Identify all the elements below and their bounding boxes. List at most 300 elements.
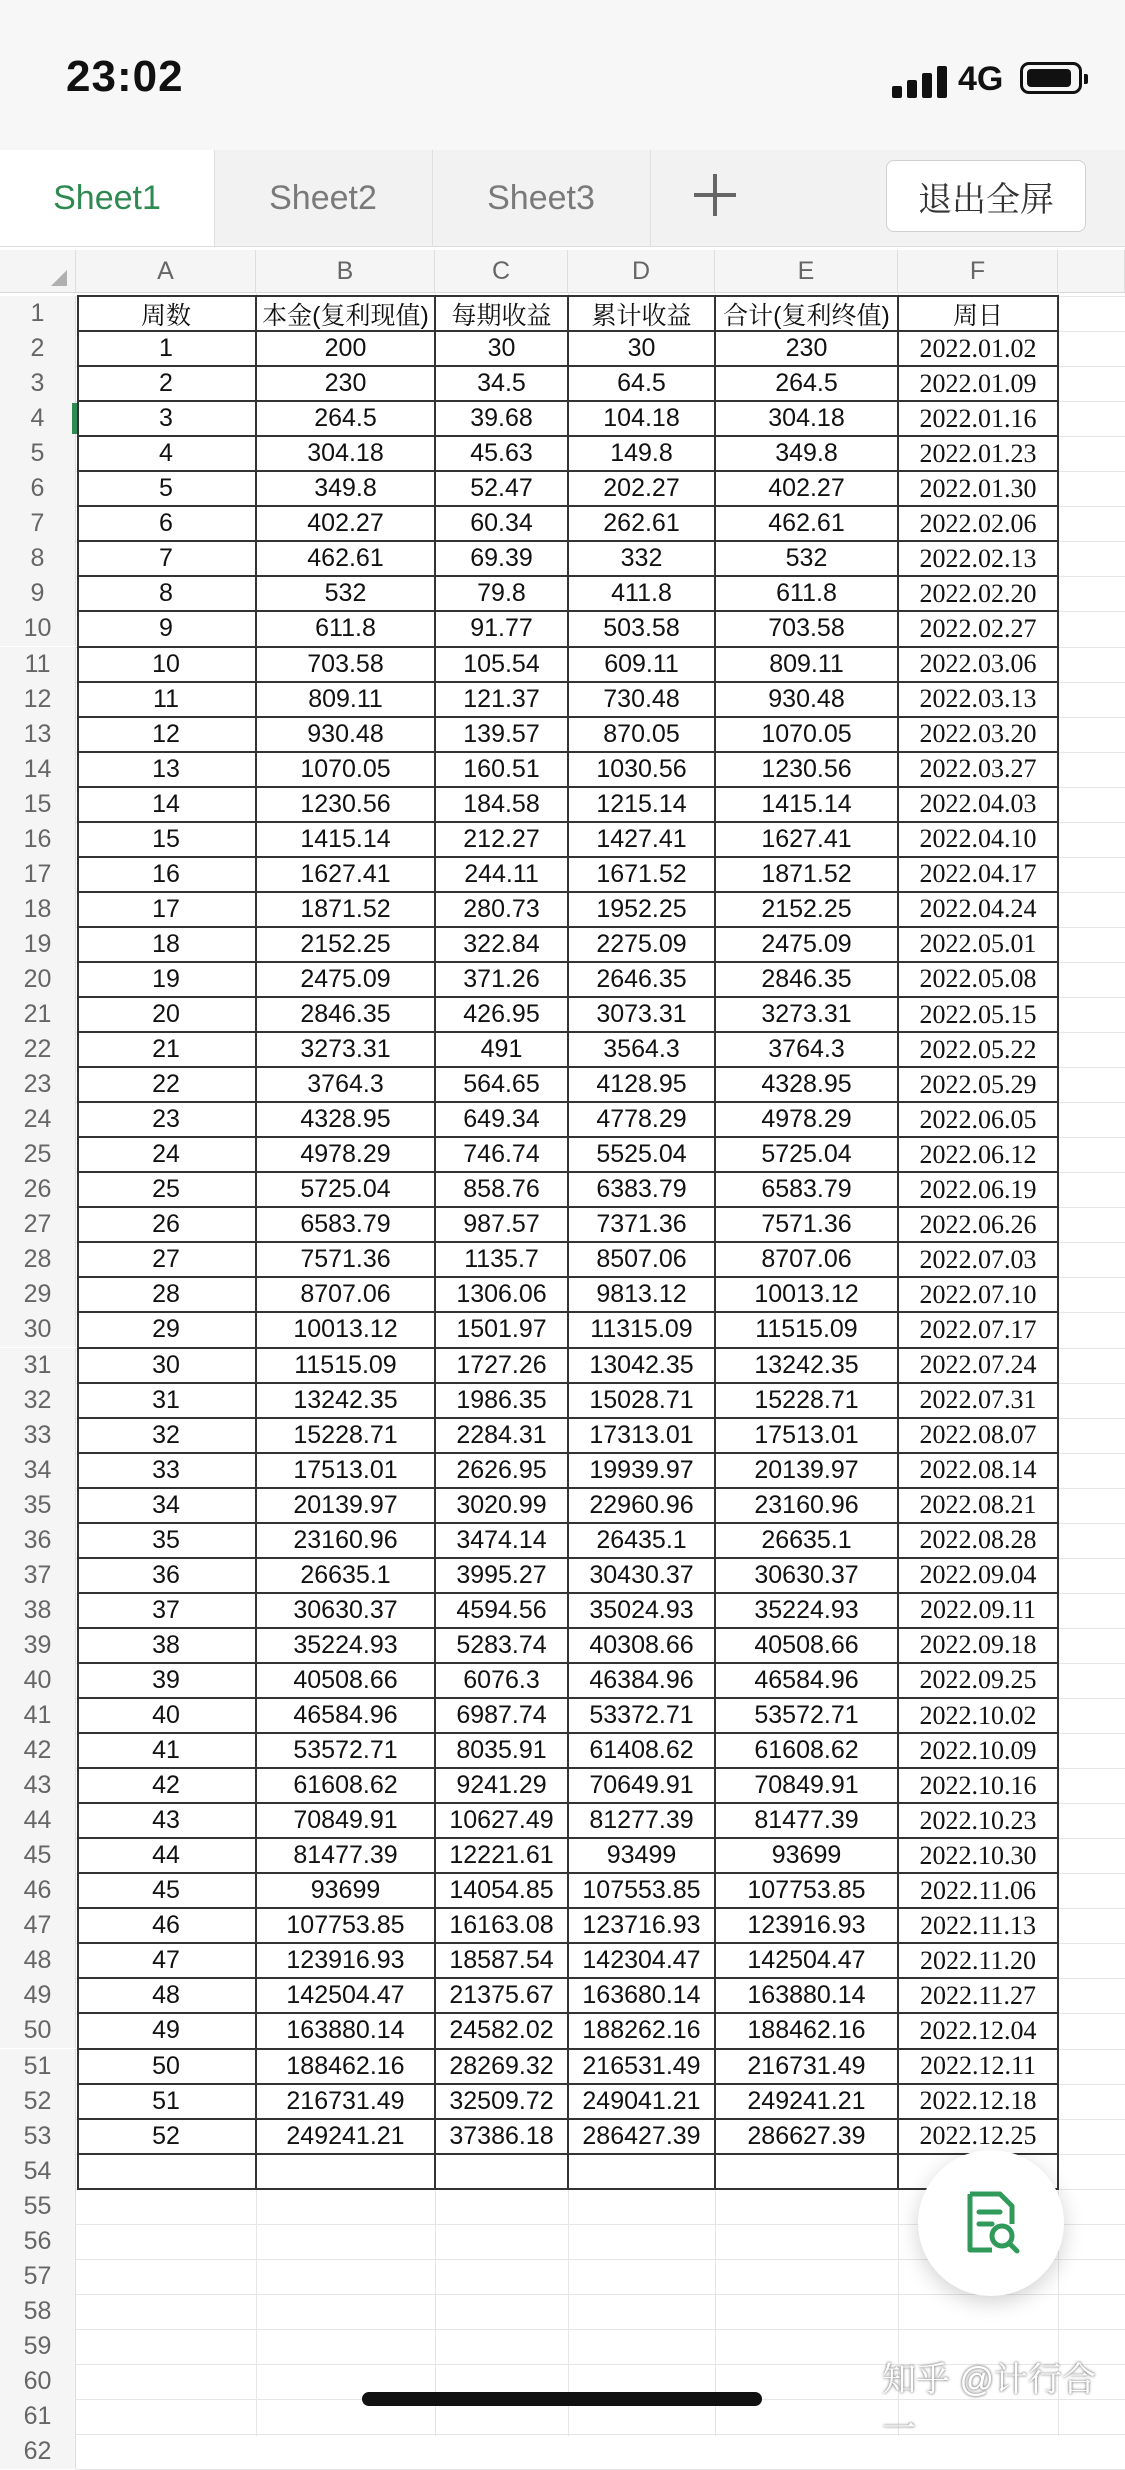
table-cell[interactable]: 322.84 xyxy=(463,929,540,958)
table-cell[interactable]: 8035.91 xyxy=(456,1736,547,1765)
row-header[interactable]: 23 xyxy=(0,1067,76,1102)
table-cell[interactable]: 15 xyxy=(152,824,180,853)
table-cell[interactable]: 2022.08.28 xyxy=(919,1525,1037,1555)
row-header[interactable]: 11 xyxy=(0,647,76,682)
row-header[interactable]: 56 xyxy=(0,2224,76,2259)
table-cell[interactable]: 9241.29 xyxy=(456,1771,547,1800)
table-cell[interactable]: 703.58 xyxy=(307,649,384,678)
table-cell[interactable]: 30 xyxy=(627,334,656,363)
table-cell[interactable]: 19 xyxy=(152,964,180,993)
row-header[interactable]: 16 xyxy=(0,822,76,857)
table-cell[interactable]: 532 xyxy=(785,544,828,573)
table-cell[interactable]: 2022.01.02 xyxy=(919,333,1037,363)
table-cell[interactable]: 70649.91 xyxy=(589,1771,694,1800)
table-cell[interactable]: 51 xyxy=(152,2086,180,2115)
table-cell[interactable]: 19939.97 xyxy=(589,1455,694,1484)
column-header[interactable] xyxy=(1058,250,1125,292)
row-header[interactable]: 25 xyxy=(0,1137,76,1172)
table-cell[interactable]: 27 xyxy=(152,1245,180,1274)
table-cell[interactable]: 30630.37 xyxy=(293,1595,398,1624)
table-cell[interactable]: 3474.14 xyxy=(456,1525,547,1554)
table-cell[interactable]: 532 xyxy=(324,579,367,608)
table-cell[interactable]: 2022.11.27 xyxy=(919,1980,1037,2010)
table-cell[interactable]: 2022.09.18 xyxy=(919,1630,1037,1660)
column-title[interactable]: 本金(复利现值) xyxy=(262,301,429,330)
table-cell[interactable]: 30430.37 xyxy=(589,1560,694,1589)
table-cell[interactable]: 2022.07.03 xyxy=(919,1244,1037,1274)
table-cell[interactable]: 30630.37 xyxy=(754,1560,859,1589)
table-cell[interactable]: 280.73 xyxy=(463,894,540,923)
row-header[interactable]: 19 xyxy=(0,927,76,962)
table-cell[interactable]: 31 xyxy=(152,1385,180,1414)
table-cell[interactable]: 2022.08.14 xyxy=(919,1455,1037,1485)
table-cell[interactable]: 1135.7 xyxy=(464,1245,539,1274)
table-cell[interactable] xyxy=(715,2154,898,2189)
table-cell[interactable]: 1030.56 xyxy=(596,754,687,783)
table-cell[interactable]: 123916.93 xyxy=(286,1946,405,1975)
table-cell[interactable]: 1230.56 xyxy=(761,754,852,783)
table-cell[interactable]: 216731.49 xyxy=(747,2051,866,2080)
table-cell[interactable]: 2022.08.21 xyxy=(919,1490,1037,1520)
table-cell[interactable]: 37386.18 xyxy=(449,2121,554,2150)
table-cell[interactable]: 349.8 xyxy=(775,439,838,468)
table-cell[interactable]: 121.37 xyxy=(463,684,540,713)
row-header[interactable]: 4 xyxy=(0,401,76,436)
tab-sheet2[interactable]: Sheet2 xyxy=(214,150,433,246)
table-cell[interactable]: 491 xyxy=(480,1035,523,1064)
table-cell[interactable]: 22 xyxy=(152,1070,180,1099)
table-cell[interactable]: 13 xyxy=(152,754,180,783)
table-cell[interactable]: 17313.01 xyxy=(589,1420,694,1449)
table-cell[interactable]: 6383.79 xyxy=(596,1175,687,1204)
row-header[interactable]: 37 xyxy=(0,1558,76,1593)
table-cell[interactable]: 107753.85 xyxy=(286,1911,405,1940)
table-cell[interactable]: 6076.3 xyxy=(463,1665,540,1694)
table-cell[interactable]: 809.11 xyxy=(308,684,383,713)
table-cell[interactable]: 50 xyxy=(152,2051,180,2080)
table-cell[interactable]: 48 xyxy=(152,1981,180,2010)
table-cell[interactable]: 1986.35 xyxy=(456,1385,547,1414)
table-cell[interactable]: 2022.06.12 xyxy=(919,1139,1037,1169)
row-header[interactable]: 26 xyxy=(0,1172,76,1207)
table-cell[interactable]: 2022.04.17 xyxy=(919,859,1037,889)
table-cell[interactable]: 47 xyxy=(152,1946,180,1975)
row-header[interactable]: 33 xyxy=(0,1418,76,1453)
column-header[interactable]: E xyxy=(715,250,898,292)
table-cell[interactable]: 104.18 xyxy=(603,404,680,433)
table-cell[interactable]: 1230.56 xyxy=(300,789,391,818)
table-cell[interactable]: 8707.06 xyxy=(300,1280,391,1309)
table-cell[interactable]: 29 xyxy=(152,1315,180,1344)
table-cell[interactable]: 26635.1 xyxy=(761,1525,852,1554)
table-cell[interactable]: 10013.12 xyxy=(293,1315,398,1344)
table-cell[interactable]: 16 xyxy=(152,859,180,888)
table-cell[interactable]: 2022.05.01 xyxy=(919,929,1037,959)
table-cell[interactable]: 1627.41 xyxy=(761,824,852,853)
table-cell[interactable]: 2022.05.22 xyxy=(919,1034,1037,1064)
table-cell[interactable]: 142504.47 xyxy=(747,1946,866,1975)
table-cell[interactable]: 2022.03.06 xyxy=(919,649,1037,679)
table-cell[interactable]: 1306.06 xyxy=(456,1280,547,1309)
table-cell[interactable]: 5525.04 xyxy=(596,1140,687,1169)
table-cell[interactable]: 21375.67 xyxy=(449,1981,554,2010)
table-cell[interactable]: 746.74 xyxy=(463,1140,540,1169)
row-header[interactable]: 5 xyxy=(0,436,76,471)
table-cell[interactable]: 70849.91 xyxy=(754,1771,859,1800)
table-cell[interactable]: 188262.16 xyxy=(582,2016,701,2045)
table-cell[interactable]: 40508.66 xyxy=(293,1665,398,1694)
table-cell[interactable]: 426.95 xyxy=(463,1000,540,1029)
table-cell[interactable]: 611.8 xyxy=(776,579,837,608)
table-cell[interactable]: 402.27 xyxy=(768,474,845,503)
table-cell[interactable]: 3073.31 xyxy=(596,1000,687,1029)
table-cell[interactable]: 20139.97 xyxy=(293,1490,398,1519)
table-cell[interactable]: 18 xyxy=(152,929,180,958)
table-cell[interactable]: 160.51 xyxy=(463,754,540,783)
row-header[interactable]: 22 xyxy=(0,1032,76,1067)
row-header[interactable]: 47 xyxy=(0,1908,76,1943)
table-cell[interactable]: 45 xyxy=(152,1876,180,1905)
table-cell[interactable]: 5725.04 xyxy=(761,1140,852,1169)
table-cell[interactable]: 2022.10.16 xyxy=(919,1770,1037,1800)
table-cell[interactable]: 13242.35 xyxy=(754,1350,859,1379)
row-header[interactable]: 50 xyxy=(0,2013,76,2048)
row-header[interactable]: 58 xyxy=(0,2294,76,2329)
table-cell[interactable] xyxy=(568,2154,715,2189)
table-cell[interactable]: 2022.12.18 xyxy=(919,2086,1037,2116)
table-cell[interactable]: 244.11 xyxy=(464,859,539,888)
table-cell[interactable]: 46 xyxy=(152,1911,180,1940)
column-header[interactable]: C xyxy=(435,250,568,292)
table-cell[interactable]: 53372.71 xyxy=(589,1701,694,1730)
table-cell[interactable]: 264.5 xyxy=(775,369,838,398)
table-cell[interactable]: 2022.04.10 xyxy=(919,824,1037,854)
row-header[interactable]: 44 xyxy=(0,1803,76,1838)
table-cell[interactable]: 142304.47 xyxy=(582,1946,701,1975)
table-cell[interactable]: 8507.06 xyxy=(596,1245,687,1274)
column-header[interactable]: B xyxy=(256,250,435,292)
table-cell[interactable]: 13242.35 xyxy=(293,1385,398,1414)
table-cell[interactable]: 163680.14 xyxy=(582,1981,701,2010)
table-cell[interactable]: 4594.56 xyxy=(456,1595,547,1624)
table-cell[interactable]: 2846.35 xyxy=(761,964,852,993)
table-cell[interactable]: 46584.96 xyxy=(293,1701,398,1730)
table-cell[interactable]: 3764.3 xyxy=(768,1035,845,1064)
table-cell[interactable]: 7571.36 xyxy=(761,1210,852,1239)
table-cell[interactable]: 17513.01 xyxy=(754,1420,859,1449)
table-cell[interactable]: 8707.06 xyxy=(761,1245,852,1274)
table-cell[interactable]: 36 xyxy=(152,1560,180,1589)
table-cell[interactable]: 202.27 xyxy=(603,474,680,503)
table-cell[interactable]: 12221.61 xyxy=(449,1841,554,1870)
table-cell[interactable]: 163880.14 xyxy=(747,1981,866,2010)
table-cell[interactable]: 2022.08.07 xyxy=(919,1420,1037,1450)
table-cell[interactable]: 24582.02 xyxy=(449,2016,554,2045)
row-header[interactable]: 12 xyxy=(0,682,76,717)
add-sheet-icon[interactable] xyxy=(690,170,740,220)
row-header[interactable]: 57 xyxy=(0,2259,76,2294)
table-cell[interactable]: 40 xyxy=(152,1701,180,1730)
table-cell[interactable]: 5283.74 xyxy=(456,1630,547,1659)
table-cell[interactable]: 11 xyxy=(153,684,179,713)
table-cell[interactable]: 1070.05 xyxy=(761,719,852,748)
table-cell[interactable]: 28 xyxy=(152,1280,180,1309)
table-cell[interactable]: 9813.12 xyxy=(596,1280,687,1309)
table-cell[interactable]: 37 xyxy=(152,1595,180,1624)
row-header[interactable]: 24 xyxy=(0,1102,76,1137)
row-header[interactable]: 41 xyxy=(0,1698,76,1733)
table-cell[interactable]: 23160.96 xyxy=(293,1525,398,1554)
table-cell[interactable]: 5 xyxy=(159,474,173,503)
table-cell[interactable]: 4328.95 xyxy=(761,1070,852,1099)
select-all-corner[interactable] xyxy=(0,250,76,292)
table-cell[interactable]: 2022.03.27 xyxy=(919,754,1037,784)
table-cell[interactable]: 930.48 xyxy=(768,684,845,713)
table-cell[interactable]: 7571.36 xyxy=(300,1245,391,1274)
table-cell[interactable]: 3273.31 xyxy=(300,1035,391,1064)
table-cell[interactable]: 93699 xyxy=(310,1876,381,1905)
table-cell[interactable]: 46384.96 xyxy=(589,1665,694,1694)
table-cell[interactable]: 91.77 xyxy=(470,614,533,643)
table-cell[interactable]: 2475.09 xyxy=(761,929,852,958)
table-cell[interactable]: 2022.10.09 xyxy=(919,1735,1037,1765)
table-cell[interactable]: 730.48 xyxy=(603,684,680,713)
table-cell[interactable]: 35024.93 xyxy=(589,1595,694,1624)
table-cell[interactable]: 42 xyxy=(152,1771,180,1800)
row-header[interactable]: 62 xyxy=(0,2434,76,2469)
row-header[interactable]: 46 xyxy=(0,1873,76,1908)
table-cell[interactable]: 649.34 xyxy=(463,1105,540,1134)
table-cell[interactable]: 43 xyxy=(152,1806,180,1835)
table-cell[interactable]: 7 xyxy=(159,544,173,573)
table-cell[interactable]: 4978.29 xyxy=(761,1105,852,1134)
table-cell[interactable]: 3564.3 xyxy=(603,1035,680,1064)
row-header[interactable]: 2 xyxy=(0,331,76,366)
table-cell[interactable]: 1070.05 xyxy=(300,754,391,783)
table-cell[interactable]: 44 xyxy=(152,1841,180,1870)
row-header[interactable]: 49 xyxy=(0,1978,76,2013)
table-cell[interactable] xyxy=(435,2154,568,2189)
table-cell[interactable]: 79.8 xyxy=(477,579,526,608)
table-cell[interactable]: 7371.36 xyxy=(596,1210,687,1239)
table-cell[interactable]: 28269.32 xyxy=(449,2051,554,2080)
table-cell[interactable]: 462.61 xyxy=(768,509,845,538)
table-cell[interactable]: 2022.10.02 xyxy=(919,1700,1037,1730)
table-cell[interactable]: 123716.93 xyxy=(582,1911,701,1940)
table-cell[interactable]: 1 xyxy=(159,334,173,363)
document-search-button[interactable] xyxy=(918,2150,1064,2296)
table-cell[interactable]: 60.34 xyxy=(470,509,533,538)
column-title[interactable]: 周数 xyxy=(140,301,191,330)
table-cell[interactable]: 2022.10.30 xyxy=(919,1840,1037,1870)
row-header[interactable]: 34 xyxy=(0,1453,76,1488)
table-cell[interactable]: 402.27 xyxy=(307,509,384,538)
table-cell[interactable]: 1727.26 xyxy=(456,1350,547,1379)
table-cell[interactable]: 1671.52 xyxy=(596,859,687,888)
table-cell[interactable]: 216731.49 xyxy=(286,2086,405,2115)
table-cell[interactable]: 22960.96 xyxy=(589,1490,694,1519)
table-cell[interactable]: 93699 xyxy=(771,1841,842,1870)
table-cell[interactable]: 2022.02.20 xyxy=(919,578,1037,608)
table-cell[interactable]: 40308.66 xyxy=(589,1630,694,1659)
table-cell[interactable]: 15228.71 xyxy=(293,1420,398,1449)
table-cell[interactable]: 4778.29 xyxy=(596,1105,687,1134)
row-header[interactable]: 60 xyxy=(0,2364,76,2399)
table-cell[interactable]: 2846.35 xyxy=(300,1000,391,1029)
table-cell[interactable]: 200 xyxy=(324,334,367,363)
row-header[interactable]: 29 xyxy=(0,1277,76,1312)
table-cell[interactable]: 3 xyxy=(159,404,173,433)
table-cell[interactable]: 2646.35 xyxy=(596,964,687,993)
table-cell[interactable]: 149.8 xyxy=(610,439,673,468)
table-cell[interactable]: 13042.35 xyxy=(589,1350,694,1379)
column-title[interactable]: 周日 xyxy=(952,301,1003,330)
table-cell[interactable]: 32 xyxy=(152,1420,180,1449)
table-cell[interactable]: 286427.39 xyxy=(582,2121,701,2150)
row-header[interactable]: 45 xyxy=(0,1838,76,1873)
table-cell[interactable]: 2022.06.26 xyxy=(919,1209,1037,1239)
table-cell[interactable]: 34 xyxy=(152,1490,180,1519)
table-cell[interactable]: 503.58 xyxy=(603,614,680,643)
table-cell[interactable]: 809.11 xyxy=(769,649,844,678)
table-cell[interactable]: 18587.54 xyxy=(449,1946,554,1975)
row-header[interactable]: 7 xyxy=(0,506,76,541)
table-cell[interactable]: 8 xyxy=(159,579,173,608)
table-cell[interactable]: 26635.1 xyxy=(300,1560,391,1589)
table-cell[interactable]: 163880.14 xyxy=(286,2016,405,2045)
table-cell[interactable]: 10013.12 xyxy=(754,1280,859,1309)
table-cell[interactable]: 14 xyxy=(152,789,180,818)
table-cell[interactable]: 53572.71 xyxy=(754,1701,859,1730)
table-cell[interactable]: 2022.11.06 xyxy=(919,1875,1037,1905)
table-cell[interactable]: 12 xyxy=(152,719,180,748)
table-cell[interactable]: 2022.12.25 xyxy=(919,2121,1037,2151)
table-cell[interactable]: 611.8 xyxy=(315,614,376,643)
table-cell[interactable]: 70849.91 xyxy=(293,1806,398,1835)
table-cell[interactable]: 23160.96 xyxy=(754,1490,859,1519)
table-cell[interactable]: 64.5 xyxy=(617,369,666,398)
table-cell[interactable]: 286627.39 xyxy=(747,2121,866,2150)
table-cell[interactable]: 93499 xyxy=(606,1841,677,1870)
table-cell[interactable]: 1501.97 xyxy=(456,1315,547,1344)
table-cell[interactable]: 2626.95 xyxy=(456,1455,547,1484)
table-cell[interactable]: 11515.09 xyxy=(294,1350,397,1379)
table-cell[interactable]: 26435.1 xyxy=(596,1525,687,1554)
table-cell[interactable]: 61408.62 xyxy=(589,1736,694,1765)
table-cell[interactable]: 2475.09 xyxy=(300,964,391,993)
row-header[interactable]: 53 xyxy=(0,2119,76,2154)
table-cell[interactable]: 45.63 xyxy=(470,439,533,468)
table-cell[interactable]: 61608.62 xyxy=(754,1736,859,1765)
table-cell[interactable]: 2022.07.17 xyxy=(919,1314,1037,1344)
table-cell[interactable]: 2022.07.24 xyxy=(919,1350,1037,1380)
table-cell[interactable]: 14054.85 xyxy=(449,1876,554,1905)
table-cell[interactable]: 6583.79 xyxy=(761,1175,852,1204)
table-cell[interactable]: 2022.01.23 xyxy=(919,438,1037,468)
table-cell[interactable]: 2022.06.19 xyxy=(919,1174,1037,1204)
row-header[interactable]: 38 xyxy=(0,1593,76,1628)
table-cell[interactable]: 264.5 xyxy=(314,404,377,433)
row-header[interactable]: 36 xyxy=(0,1523,76,1558)
table-cell[interactable]: 21 xyxy=(152,1035,180,1064)
table-cell[interactable]: 34.5 xyxy=(477,369,526,398)
table-cell[interactable]: 142504.47 xyxy=(286,1981,405,2010)
table-cell[interactable]: 23 xyxy=(152,1105,180,1134)
row-header[interactable]: 48 xyxy=(0,1943,76,1978)
table-cell[interactable]: 69.39 xyxy=(470,544,533,573)
table-cell[interactable]: 230 xyxy=(785,334,828,363)
table-cell[interactable]: 4 xyxy=(159,439,173,468)
table-cell[interactable]: 2152.25 xyxy=(761,894,852,923)
table-cell[interactable]: 3764.3 xyxy=(307,1070,384,1099)
table-cell[interactable]: 349.8 xyxy=(314,474,377,503)
table-cell[interactable]: 2022.01.09 xyxy=(919,368,1037,398)
table-cell[interactable]: 39 xyxy=(152,1665,180,1694)
table-cell[interactable]: 3995.27 xyxy=(456,1560,547,1589)
table-cell[interactable]: 609.11 xyxy=(604,649,679,678)
table-cell[interactable]: 1871.52 xyxy=(761,859,852,888)
row-header[interactable]: 8 xyxy=(0,541,76,576)
table-cell[interactable]: 81277.39 xyxy=(589,1806,694,1835)
table-cell[interactable]: 17513.01 xyxy=(293,1455,398,1484)
table-cell[interactable]: 262.61 xyxy=(603,509,680,538)
table-cell[interactable]: 52.47 xyxy=(470,474,533,503)
table-cell[interactable]: 53572.71 xyxy=(293,1736,398,1765)
table-cell[interactable]: 11515.09 xyxy=(755,1315,858,1344)
table-cell[interactable]: 46584.96 xyxy=(754,1665,859,1694)
table-cell[interactable]: 2022.06.05 xyxy=(919,1104,1037,1134)
table-cell[interactable]: 25 xyxy=(152,1175,180,1204)
table-cell[interactable]: 188462.16 xyxy=(747,2016,866,2045)
table-cell[interactable]: 304.18 xyxy=(307,439,384,468)
table-cell[interactable]: 2022.09.11 xyxy=(919,1595,1037,1625)
row-header[interactable]: 28 xyxy=(0,1242,76,1277)
table-cell[interactable]: 2284.31 xyxy=(456,1420,547,1449)
row-header[interactable]: 55 xyxy=(0,2189,76,2224)
column-title[interactable]: 累计收益 xyxy=(591,301,692,330)
table-cell[interactable]: 249241.21 xyxy=(747,2086,866,2115)
table-cell[interactable]: 81477.39 xyxy=(754,1806,859,1835)
table-cell[interactable]: 11315.09 xyxy=(590,1315,693,1344)
row-header[interactable]: 54 xyxy=(0,2154,76,2189)
table-cell[interactable]: 2022.11.20 xyxy=(919,1945,1037,1975)
table-cell[interactable] xyxy=(256,2154,435,2189)
table-cell[interactable]: 249241.21 xyxy=(286,2121,405,2150)
table-cell[interactable]: 332 xyxy=(620,544,663,573)
table-cell[interactable]: 123916.93 xyxy=(747,1911,866,1940)
table-cell[interactable]: 49 xyxy=(152,2016,180,2045)
row-header[interactable]: 9 xyxy=(0,576,76,611)
table-cell[interactable]: 1415.14 xyxy=(300,824,391,853)
table-cell[interactable]: 2022.02.27 xyxy=(919,613,1037,643)
table-cell[interactable]: 20 xyxy=(152,1000,180,1029)
row-header[interactable]: 31 xyxy=(0,1348,76,1383)
table-cell[interactable]: 6 xyxy=(159,509,173,538)
row-header[interactable]: 35 xyxy=(0,1488,76,1523)
column-title[interactable]: 每期收益 xyxy=(451,301,552,330)
table-cell[interactable]: 81477.39 xyxy=(293,1841,398,1870)
table-cell[interactable]: 1427.41 xyxy=(596,824,687,853)
table-cell[interactable]: 858.76 xyxy=(463,1175,540,1204)
table-cell[interactable]: 24 xyxy=(152,1140,180,1169)
row-header[interactable]: 61 xyxy=(0,2399,76,2434)
table-cell[interactable]: 212.27 xyxy=(463,824,540,853)
table-cell[interactable]: 30 xyxy=(487,334,516,363)
table-cell[interactable]: 2022.02.06 xyxy=(919,508,1037,538)
table-cell[interactable]: 188462.16 xyxy=(286,2051,405,2080)
table-cell[interactable]: 39.68 xyxy=(470,404,533,433)
table-cell[interactable]: 107553.85 xyxy=(582,1876,701,1905)
